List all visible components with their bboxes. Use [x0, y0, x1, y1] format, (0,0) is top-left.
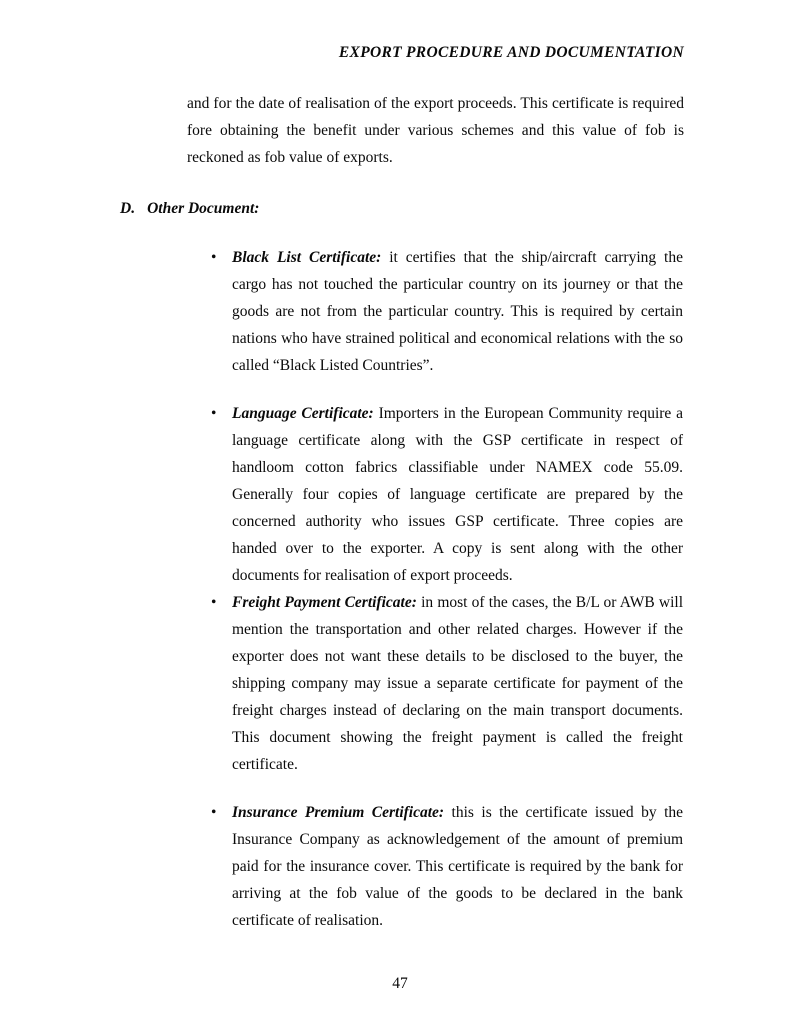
bullet-icon: • [211, 804, 217, 821]
bullet-lead: Insurance Premium Certificate: [232, 804, 445, 821]
bullet-lead: Black List Certificate: [232, 249, 382, 266]
list-item [211, 244, 683, 379]
page-title: EXPORT PROCEDURE AND DOCUMENTATION [338, 44, 684, 61]
section-label: D. [120, 200, 136, 217]
bullet-text: it certifies that the ship/aircraft carrying the cargo has not touched the particular country on its journey or that the goods are not from the particular country. This is required by certain nations who have strained political and economical relations with the so called “Black Listed Countries”. [232, 249, 683, 374]
list-item [211, 400, 683, 589]
list-item [211, 589, 683, 778]
section-title: Other Document: [147, 200, 260, 217]
bullet-lead: Freight Payment Certificate: [232, 594, 417, 611]
page-footer [0, 975, 800, 993]
bullet-text: Importers in the European Community require a language certificate along with the GSP certificate in respect of handloom cotton fabrics classifiable under NAMEX code 55.09. Generally four copies of language certificate are prepared by the concerned authority who issues GSP certificate. Three copies are handed over to the exporter. A copy is sent along with the other documents for realisation of export proceeds. [232, 405, 683, 584]
section-heading [120, 198, 800, 220]
bullet-icon: • [211, 405, 217, 422]
bullet-icon: • [211, 594, 217, 611]
bullet-lead: Language Certificate: [232, 405, 374, 422]
page-number: 47 [392, 975, 408, 992]
intro-paragraph: and for the date of realisation of the export proceeds. This certificate is required fore obtaining the benefit under various schemes and this value of fob is reckoned as fob value of exports. [187, 95, 684, 166]
bullet-text: in most of the cases, the B/L or AWB will mention the transportation and other related charges. However if the exporter does not want these details to be disclosed to the buyer, the shipping company may issue a separate certificate for payment of the freight charges instead of declaring on the main transport documents. This document showing the freight payment is called the freight certificate. [232, 594, 683, 773]
list-item [211, 799, 684, 934]
page-header [187, 44, 684, 62]
bullet-list [211, 244, 684, 934]
bullet-text: this is the certificate issued by the Insurance Company as acknowledgement of the amount of premium paid for the insurance cover. This certificate is required by the bank for arriving at the fob value of the goods to be declared in the bank certificate of realisation. [232, 804, 684, 929]
bullet-icon: • [211, 249, 217, 266]
